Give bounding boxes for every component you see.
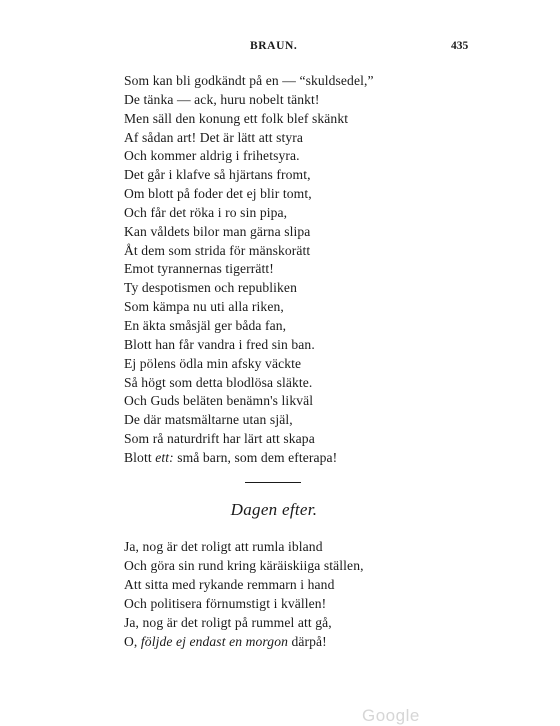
verse-line: Ty despotismen och republiken [124, 280, 297, 296]
section-title: Dagen efter. [230, 500, 318, 519]
verse-line: Åt dem som strida för mänskorätt [124, 242, 311, 258]
verse-line: Som rå naturdrift har lärt att skapa [124, 431, 315, 447]
verse-line: Men säll den konung ett folk blef skänkt [124, 110, 349, 126]
poem-stanza [124, 538, 444, 651]
verse-line: Som kan bli godkändt på en — “skuldsedel,” [124, 73, 374, 88]
italic-emphasis: följde ej endast en morgon [140, 633, 288, 649]
verse-line-final [124, 633, 444, 652]
verse-line: Emot tyrannernas tigerrätt! [124, 261, 274, 277]
verse-line: Om blott på foder det ej blir tomt, [124, 186, 312, 202]
verse-line: Att sitta med rykande remmarn i hand [124, 576, 335, 592]
verse-line: Och får det röka i ro sin pipa, [124, 204, 288, 220]
verse-line: De tänka — ack, huru nobelt tänkt! [124, 91, 320, 107]
verse-line: Kan våldets bilor man gärna slipa [124, 223, 311, 239]
line-text: därpå! [288, 633, 327, 649]
verse-line: Och göra sin rund kring käräiskiiga ställen, [124, 557, 364, 573]
verse-line: Ja, nog är det roligt på rummel att gå, [124, 614, 332, 630]
google-watermark: Google [362, 706, 420, 725]
page-number: 435 [451, 40, 469, 52]
running-title: BRAUN. [250, 40, 298, 52]
verse-line: Så högt som detta blodlösa släkte. [124, 374, 313, 390]
running-head [0, 40, 560, 56]
verse-line: Och politisera förnumstigt i kvällen! [124, 595, 327, 611]
line-text: små barn, som dem efterapa! [173, 449, 338, 465]
verse-line: Och kommer aldrig i frihetsyra. [124, 148, 300, 164]
verse-line: En äkta småsjäl ger båda fan, [124, 317, 287, 333]
line-text: O, [124, 633, 141, 649]
verse-line-final [124, 449, 444, 468]
verse-line: Och Guds beläten benämn's likväl [124, 393, 314, 409]
verse-line: Af sådan art! Det är lätt att styra [124, 129, 304, 145]
verse-line: Som kämpa nu uti alla riken, [124, 299, 284, 315]
verse-line: Ja, nog är det roligt att rumla ibland [124, 539, 323, 554]
verse-line: Blott han får vandra i fred sin ban. [124, 336, 315, 352]
verse-line: Det går i klafve så hjärtans fromt, [124, 167, 311, 183]
verse-line: Ej pölens ödla min afsky väckte [124, 355, 302, 371]
line-text: Blott [124, 449, 156, 465]
section-divider-rule [245, 482, 301, 483]
verse-line: De där matsmältarne utan själ, [124, 412, 293, 428]
poem-stanza [124, 72, 444, 468]
italic-emphasis: ett: [155, 449, 174, 465]
